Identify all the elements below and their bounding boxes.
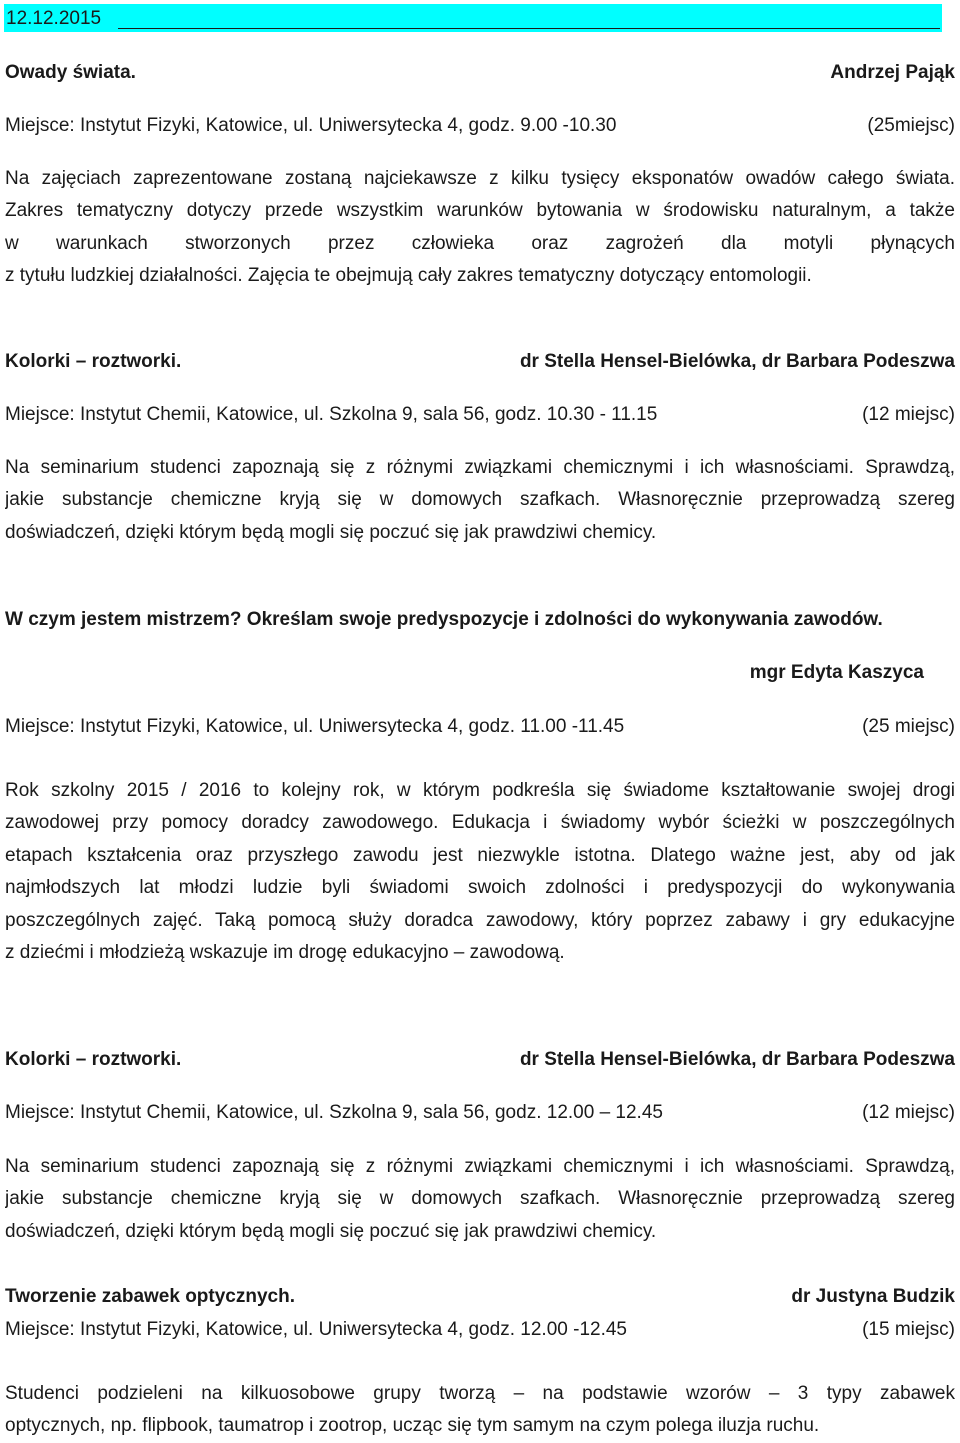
event-description [5, 452, 955, 549]
event-instructor: dr Justyna Budzik [791, 1286, 955, 1307]
event-title-row [5, 1047, 955, 1073]
event-title: Kolorki – roztworki. [5, 351, 182, 372]
description-line: optycznych, np. flipbook, taumatrop i zootrop, ucząc się tym samym na czym polega iluzja ruchu. [5, 1415, 820, 1437]
event-location-row [5, 113, 955, 139]
event-location: Miejsce: Instytut Fizyki, Katowice, ul. Uniwersytecka 4, godz. 12.00 -12.45 [5, 1319, 627, 1340]
event-location: Miejsce: Instytut Chemii, Katowice, ul. Szkolna 9, sala 56, godz. 12.00 – 12.45 [5, 1102, 663, 1123]
description-line: z dziećmi i młodzieżą wskazuje im drogę edukacyjno – zawodową. [5, 941, 565, 963]
event-description [5, 775, 955, 969]
description-line: Studenci podzieleni na kilkuosobowe grupy tworzą – na podstawie wzorów – 3 typy zabawek [5, 1383, 955, 1404]
event-title-row [5, 60, 955, 86]
description-line: najmłodszych lat młodzi ludzie byli świadomi swoich zdolności i predyspozycji do wykonywania [5, 877, 955, 899]
event-instructor: Andrzej Pająk [830, 62, 955, 83]
event-location-row [5, 402, 955, 428]
description-line: Zakres tematyczny dotyczy przede wszystkim warunków bytowania w środowisku naturalnym, a także [5, 200, 955, 222]
event-location: Miejsce: Instytut Fizyki, Katowice, ul. Uniwersytecka 4, godz. 9.00 -10.30 [5, 115, 617, 136]
event-instructor: dr Stella Hensel-Bielówka, dr Barbara Podeszwa [519, 1049, 955, 1070]
description-line: poszczególnych zajęć. Taką pomocą służy doradca zawodowy, który poprzez zabawy i gry edukacyjne [5, 909, 955, 931]
event-instructor-row [5, 660, 955, 686]
event-capacity: (12 miejsc) [862, 1102, 955, 1123]
date-header [4, 4, 942, 32]
event-title: Kolorki – roztworki. [5, 1049, 182, 1070]
event-title-row [5, 607, 955, 633]
event-title-row [5, 349, 955, 375]
description-line: Na zajęciach zaprezentowane zostaną najciekawsze z kilku tysięcy eksponatów owadów całego świata. [5, 168, 955, 189]
description-line: Na seminarium studenci zapoznają się z różnymi związkami chemicznymi i ich własnościami. Sprawdzą, [5, 457, 955, 478]
description-line: doświadczeń, dzięki którym będą mogli się poczuć się jak prawdziwi chemicy. [5, 521, 657, 543]
event-instructor: mgr Edyta Kaszyca [749, 662, 924, 683]
event-subtitle: Określam swoje predyspozycje i zdolności do wykonywania zawodów. [241, 609, 883, 630]
description-line: zawodowej przy pomocy doradcy zawodowego. Edukacja i świadomy wybór ścieżki w poszczególnych [5, 812, 955, 834]
event-instructor: dr Stella Hensel-Bielówka, dr Barbara Podeszwa [519, 351, 955, 372]
event-title: Owady świata. [5, 62, 136, 83]
description-line: jakie substancje chemiczne kryją się w domowych szafkach. Własnoręcznie przeprowadzą szereg [5, 489, 955, 511]
event-description [5, 1378, 955, 1443]
event-location-row [5, 714, 955, 740]
event-title-row [5, 1284, 955, 1310]
event-location-row [5, 1100, 955, 1126]
description-line: w warunkach stworzonych przez człowieka oraz zagrożeń dla motyli płynących [5, 232, 955, 254]
description-line: doświadczeń, dzięki którym będą mogli się poczuć się jak prawdziwi chemicy. [5, 1220, 657, 1242]
description-line: Na seminarium studenci zapoznają się z różnymi związkami chemicznymi i ich własnościami. Sprawdzą, [5, 1156, 955, 1177]
event-location-row [5, 1317, 955, 1343]
description-line: Rok szkolny 2015 / 2016 to kolejny rok, w którym podkreśla się świadome kształtowanie swojej drogi [5, 780, 955, 801]
event-capacity: (25miejsc) [867, 115, 955, 136]
event-title: W czym jestem mistrzem? [5, 609, 242, 630]
date-text: 12.12.2015 [6, 8, 102, 29]
event-capacity: (25 miejsc) [862, 716, 955, 737]
event-description [5, 163, 955, 293]
event-location: Miejsce: Instytut Fizyki, Katowice, ul. Uniwersytecka 4, godz. 11.00 -11.45 [5, 716, 625, 737]
event-location: Miejsce: Instytut Chemii, Katowice, ul. Szkolna 9, sala 56, godz. 10.30 - 11.15 [5, 404, 658, 425]
event-capacity: (15 miejsc) [862, 1319, 955, 1340]
date-underline [118, 28, 940, 29]
event-description [5, 1151, 955, 1248]
description-line: etapach kształcenia oraz przyszłego zawodu jest niezwykle istotna. Dlatego ważne jest, aby od jak [5, 844, 955, 866]
description-line: z tytułu ludzkiej działalności. Zajęcia te obejmują cały zakres tematyczny dotyczący entomologii. [5, 265, 812, 287]
event-capacity: (12 miejsc) [862, 404, 955, 425]
description-line: jakie substancje chemiczne kryją się w domowych szafkach. Własnoręcznie przeprowadzą szereg [5, 1188, 955, 1210]
event-title: Tworzenie zabawek optycznych. [5, 1286, 296, 1307]
